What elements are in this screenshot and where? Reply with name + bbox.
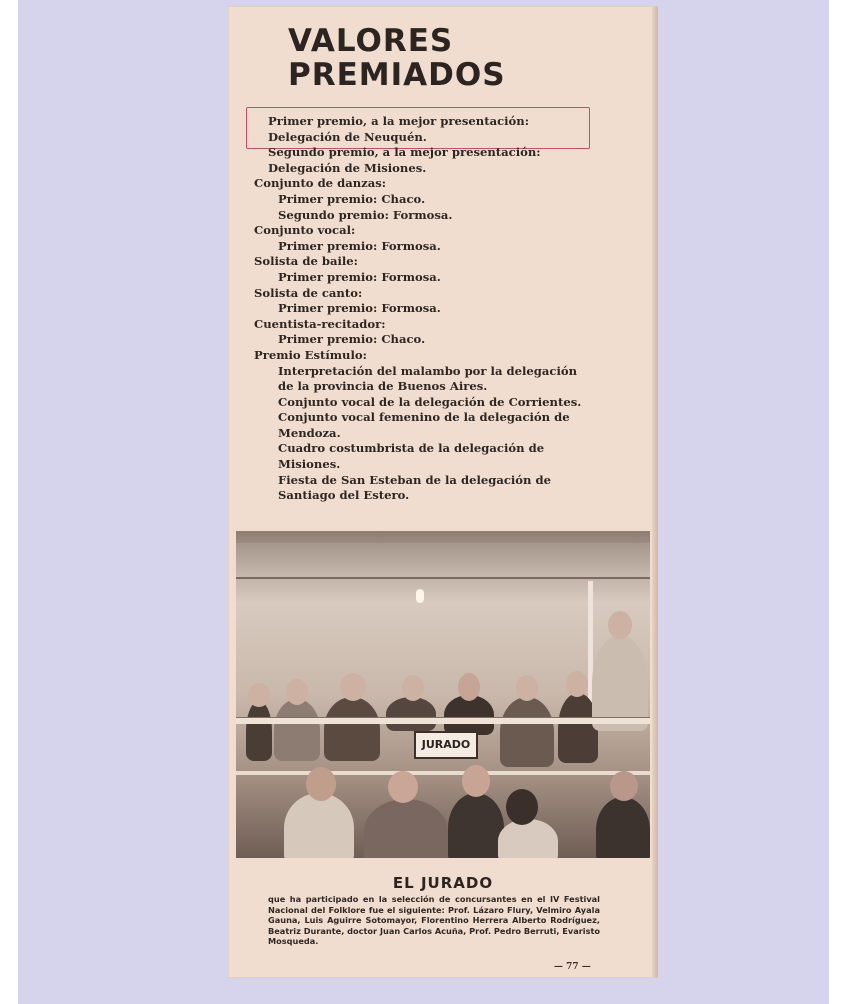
- jury-member: [324, 697, 380, 761]
- award-category: Premio Estímulo:: [254, 347, 367, 362]
- jury-member-head: [286, 679, 308, 705]
- audience-member-head: [388, 771, 418, 803]
- audience-member: [596, 797, 650, 858]
- photo-awning: [236, 543, 650, 579]
- jury-member: [386, 697, 436, 731]
- jury-member-head: [566, 671, 588, 697]
- torn-edge: [652, 6, 658, 978]
- caption-text: que ha participado en la selección de concursantes en el IV Festival Nacional del Folklore fue el siguiente: Prof. Lázaro Flury, Velmiro Ayala Gauna, Luis Aguirre Sotomayor, Florentino Herrera Alberto Rodríguez, Beatriz Durante, doctor Juan Carlos Acuña, Prof. Pedro Berruti, Evaristo Mosqueda.: [268, 894, 600, 947]
- title-line-1: VALORES: [288, 23, 454, 59]
- jury-member-head: [458, 673, 480, 701]
- audience-member-head: [462, 765, 490, 797]
- award-item: Interpretación del malambo por la delegación de la provincia de Buenos Aires.: [278, 363, 578, 394]
- audience-member: [284, 793, 354, 858]
- jury-member: [444, 695, 494, 735]
- award-category: Solista de baile:: [254, 254, 358, 269]
- jury-photo: [236, 531, 650, 858]
- jury-member-head: [608, 611, 632, 639]
- audience-member: [498, 819, 558, 858]
- award-item: Segundo premio: Formosa.: [278, 207, 453, 222]
- audience-member-head: [610, 771, 638, 801]
- jury-member: [500, 697, 554, 767]
- award-item: Fiesta de San Esteban de la delegación de Santiago del Estero.: [278, 472, 551, 503]
- award-second-prize: Segundo premio, a la mejor presentación: Delegación de Misiones.: [268, 145, 541, 175]
- jurado-sign: JURADO: [414, 731, 478, 759]
- award-item: Primer premio: Formosa.: [278, 238, 441, 253]
- audience-member: [448, 793, 504, 858]
- jury-member-head: [340, 673, 366, 701]
- award-item: Cuadro costumbrista de la delegación de Misiones.: [278, 441, 545, 472]
- audience-member-head: [506, 789, 538, 825]
- jury-member-head: [516, 675, 538, 701]
- jury-member-head: [402, 675, 424, 701]
- award-first-prize: Primer premio, a la mejor presentación: Delegación de Neuquén.: [268, 114, 530, 144]
- jury-member: [246, 701, 272, 761]
- award-item: Primer premio: Chaco.: [278, 332, 426, 347]
- award-category: Conjunto vocal:: [254, 223, 356, 238]
- award-item: Conjunto vocal femenino de la delegación de Mendoza.: [278, 410, 570, 440]
- jury-member-head: [248, 683, 270, 707]
- lower-rail: [236, 771, 650, 775]
- light-bulb: [416, 589, 424, 603]
- award-category: Solista de canto:: [254, 285, 363, 300]
- article-title: [288, 24, 506, 92]
- newspaper-clipping: [228, 6, 658, 978]
- award-item: Conjunto vocal de la delegación de Corrientes.: [278, 394, 582, 409]
- awards-list: [254, 114, 592, 504]
- award-item: Primer premio: Formosa.: [278, 269, 441, 284]
- audience-member: [364, 799, 448, 858]
- title-line-2: PREMIADOS: [288, 57, 506, 93]
- award-item: Primer premio: Formosa.: [278, 301, 441, 316]
- award-category: Conjunto de danzas:: [254, 176, 387, 191]
- jury-member: [274, 699, 320, 761]
- table-rail: [236, 717, 650, 724]
- caption-title: EL JURADO: [392, 874, 494, 892]
- page-number: — 77 —: [554, 962, 591, 972]
- award-category: Cuentista-recitador:: [254, 316, 386, 331]
- award-item: Primer premio: Chaco.: [278, 191, 426, 206]
- audience-member-head: [306, 767, 336, 801]
